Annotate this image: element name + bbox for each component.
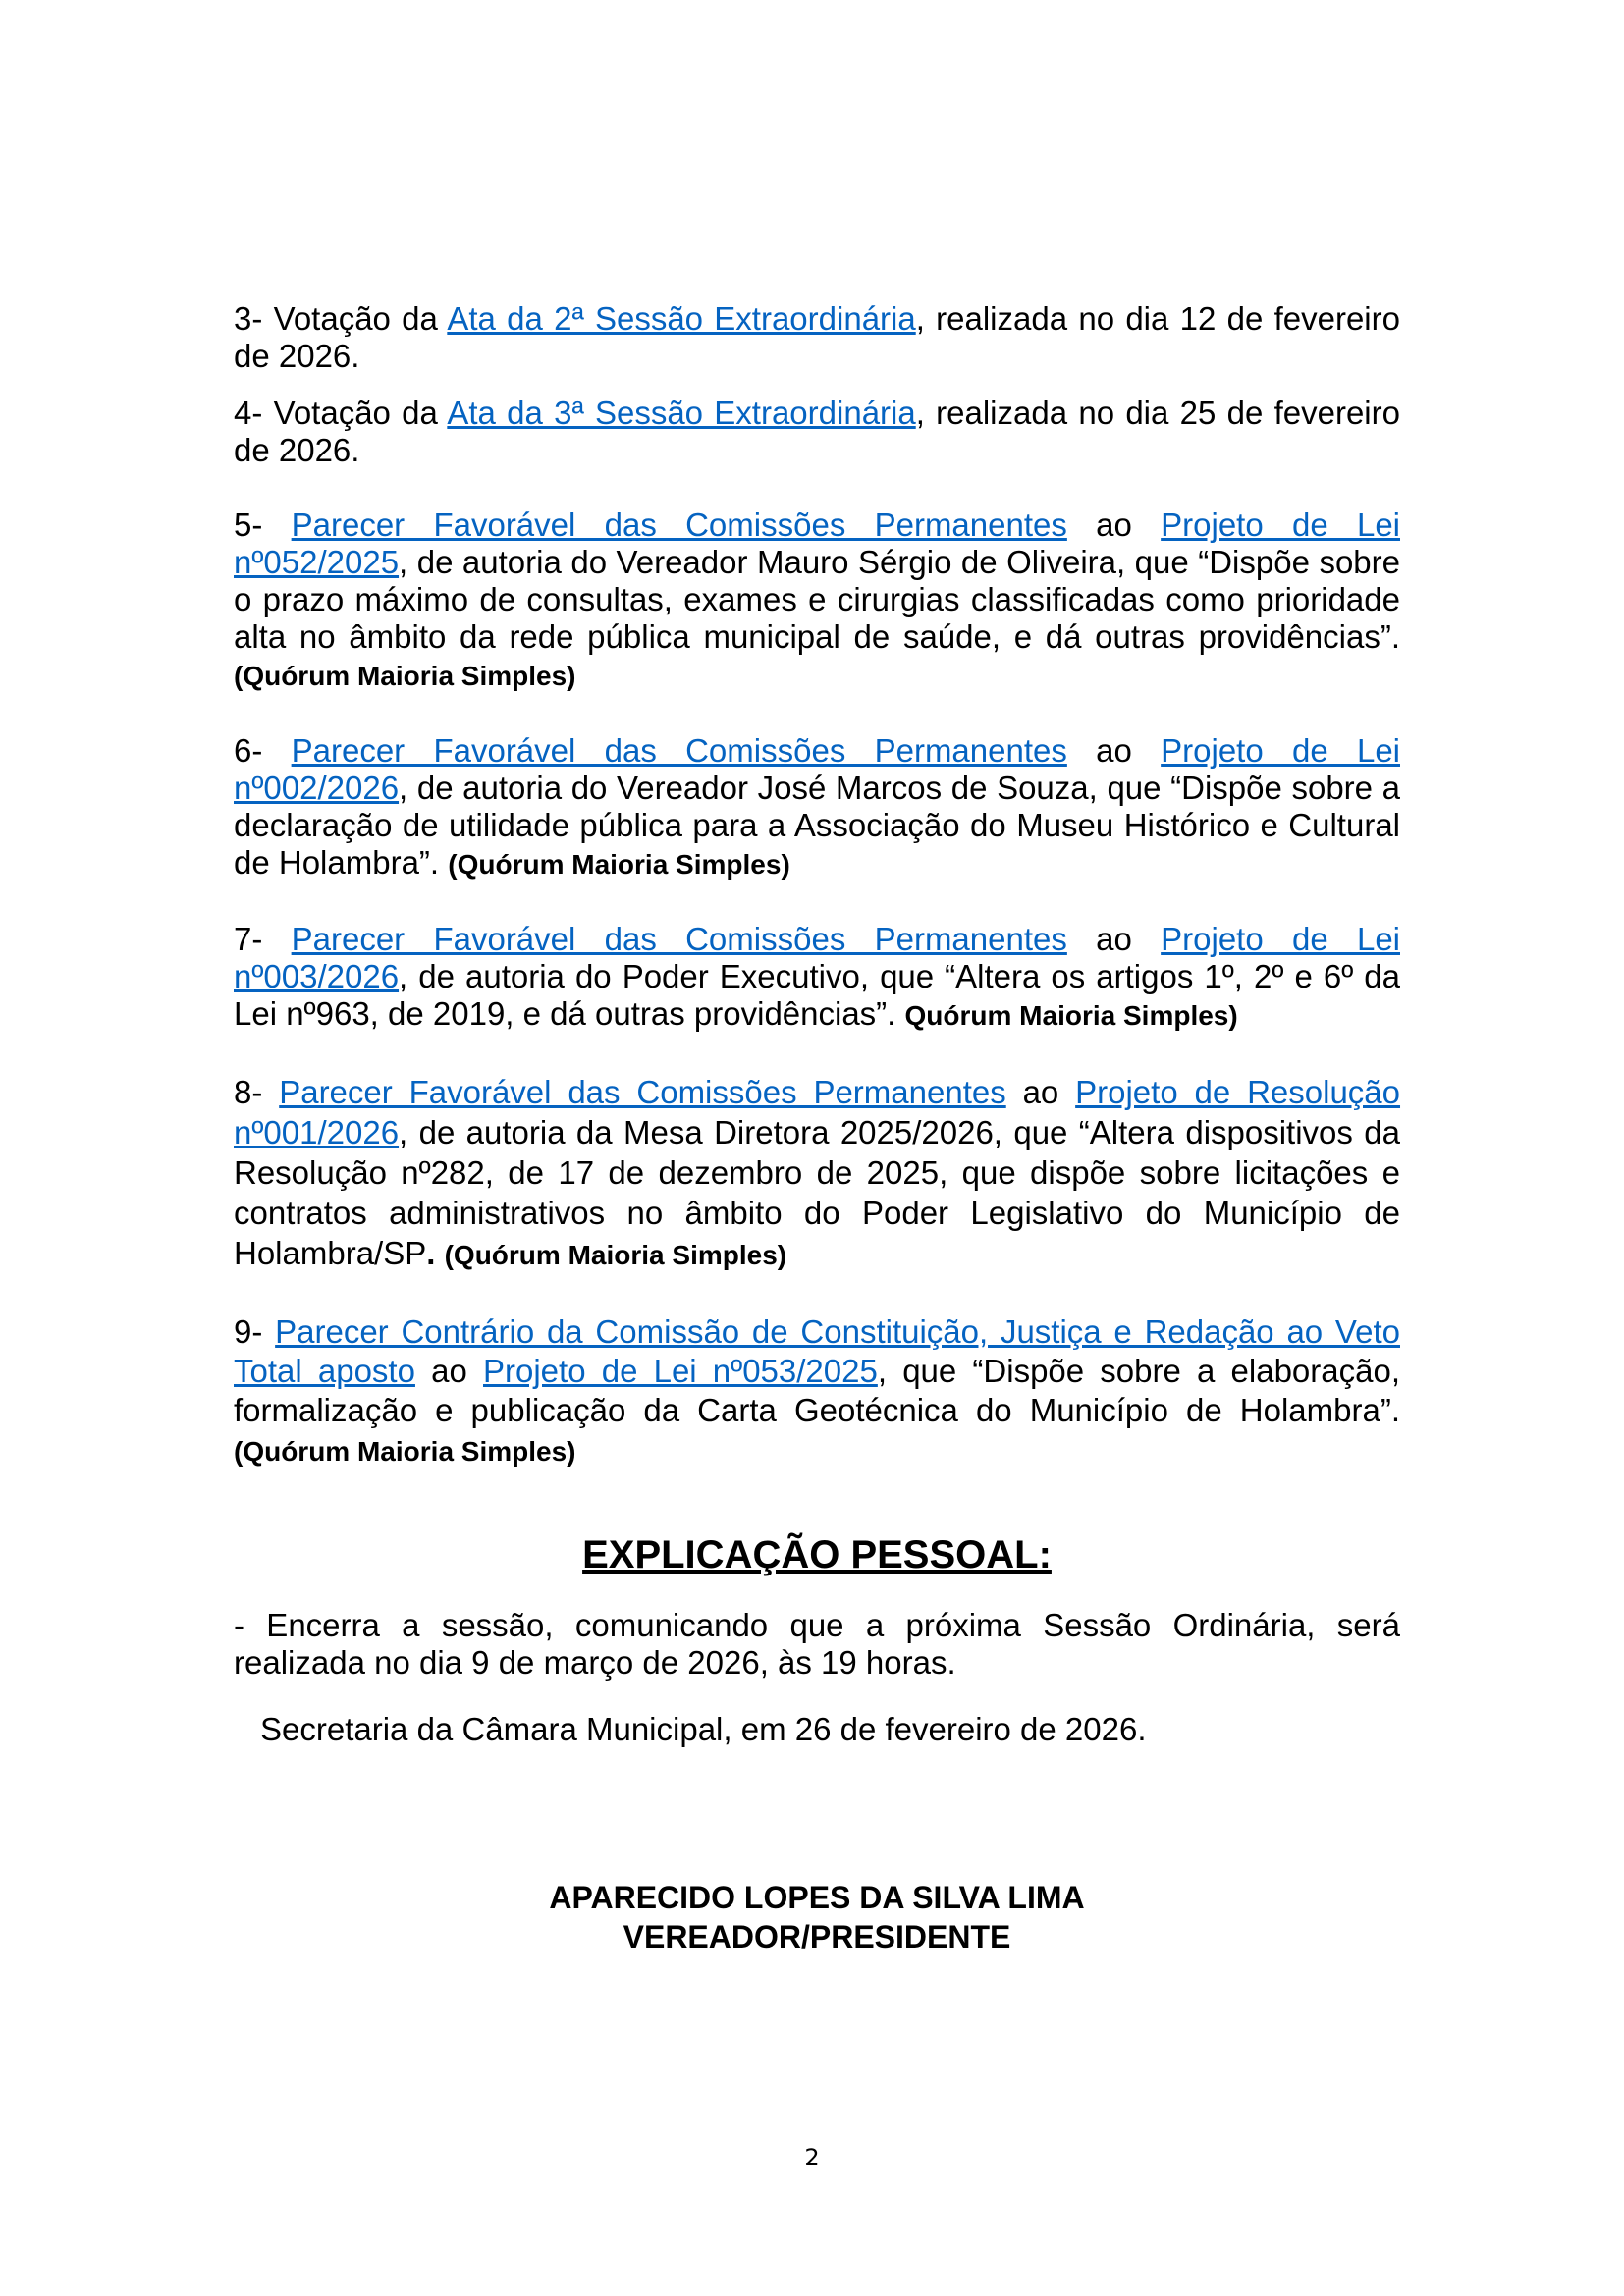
agenda-item-7: [234, 921, 1400, 1035]
agenda-item-5: [234, 507, 1400, 695]
secretaria-line: Secretaria da Câmara Municipal, em 26 de fevereiro de 2026.: [260, 1711, 1147, 1747]
quorum-label: (Quórum Maioria Simples): [234, 1436, 576, 1467]
projeto-link[interactable]: Projeto de Lei nº053/2025: [483, 1353, 878, 1389]
item-text: , realizada no dia 25 de fevereiro de 2026.: [234, 395, 1400, 468]
projeto-resolucao-link[interactable]: Projeto de Resolução nº001/2026: [234, 1074, 1401, 1150]
item-number: 4-: [234, 395, 274, 431]
item-text: Votação da: [273, 395, 448, 431]
signatory-name: APARECIDO LOPES DA SILVA LIMA: [549, 1880, 1085, 1915]
item-number: 3-: [234, 300, 274, 337]
item-text: , realizada no dia 12 de fevereiro de 2026.: [234, 300, 1400, 374]
section-heading: EXPLICAÇÃO PESSOAL:: [582, 1533, 1052, 1576]
parecer-link[interactable]: Parecer Favorável das Comissões Permanentes: [291, 921, 1067, 957]
item-number: 6-: [234, 732, 292, 769]
parecer-contrario-link[interactable]: Parecer Contrário da Comissão de Constituição, Justiça e Redação ao Veto Total aposto: [234, 1313, 1400, 1389]
agenda-item-6: [234, 732, 1400, 883]
item-text: ao: [1066, 732, 1162, 769]
page-number: 2: [804, 2144, 820, 2171]
agenda-item-8: [234, 1072, 1400, 1275]
agenda-item-9: [234, 1312, 1400, 1471]
quorum-label: (Quórum Maioria Simples): [444, 1240, 787, 1270]
page-content: [234, 300, 1400, 1956]
item-number: 7-: [234, 921, 292, 957]
item-text: ao: [414, 1353, 483, 1389]
item-text: , de autoria do Vereador Mauro Sérgio de Oliveira, que “Dispõe sobre o prazo máximo de consultas, exames e cirurgias classificadas como prioridade alta no âmbito da rede pública municipal de saúde, e dá outras providências”.: [234, 544, 1400, 655]
agenda-item-3: [234, 300, 1400, 375]
item-number: 8-: [234, 1074, 280, 1110]
agenda-item-4: [234, 395, 1400, 469]
closing-text: - Encerra a sessão, comunicando que a próxima Sessão Ordinária, será realizada no dia 9 de março de 2026, às 19 horas.: [234, 1607, 1400, 1681]
signatory-role: VEREADOR/PRESIDENTE: [623, 1919, 1011, 1954]
parecer-link[interactable]: Parecer Favorável das Comissões Permanentes: [279, 1074, 1006, 1110]
item-number: 9-: [234, 1313, 276, 1350]
projeto-link[interactable]: Projeto de Lei nº003/2026: [234, 921, 1400, 994]
parecer-link[interactable]: Parecer Favorável das Comissões Permanentes: [291, 732, 1067, 769]
item-text: , de autoria do Poder Executivo, que “Altera os artigos 1º, 2º e 6º da Lei nº963, de 2019, e dá outras providências”.: [234, 958, 1400, 1032]
item-text: , de autoria da Mesa Diretora 2025/2026, que “Altera dispositivos da Resolução nº282, de 17 de dezembro de 2025, que dispõe sobre licitações e contratos administrativos no âmbito do Poder Legislativo do Município de Holambra/SP: [234, 1114, 1400, 1271]
item-text: Votação da: [273, 300, 448, 337]
parecer-link[interactable]: Parecer Favorável das Comissões Permanentes: [291, 507, 1067, 543]
item-text: ao: [1005, 1074, 1076, 1110]
item-text: .: [426, 1235, 436, 1271]
item-text: ao: [1066, 507, 1162, 543]
quorum-label: (Quórum Maioria Simples): [234, 661, 576, 691]
item-text: , que “Dispõe sobre a elaboração, formalização e publicação da Carta Geotécnica do Município de Holambra”.: [234, 1353, 1400, 1428]
item-text: , de autoria do Vereador José Marcos de Souza, que “Dispõe sobre a declaração de utilidade pública para a Associação do Museu Histórico e Cultural de Holambra”.: [234, 770, 1400, 881]
projeto-link[interactable]: Projeto de Lei nº052/2025: [234, 507, 1400, 580]
item-text: ao: [1066, 921, 1162, 957]
ata-3-link[interactable]: Ata da 3ª Sessão Extraordinária: [447, 395, 916, 431]
item-number: 5-: [234, 507, 292, 543]
projeto-link[interactable]: Projeto de Lei nº002/2026: [234, 732, 1400, 806]
quorum-label: Quórum Maioria Simples): [904, 1000, 1238, 1031]
quorum-label: (Quórum Maioria Simples): [448, 849, 790, 880]
ata-2-link[interactable]: Ata da 2ª Sessão Extraordinária: [447, 300, 916, 337]
